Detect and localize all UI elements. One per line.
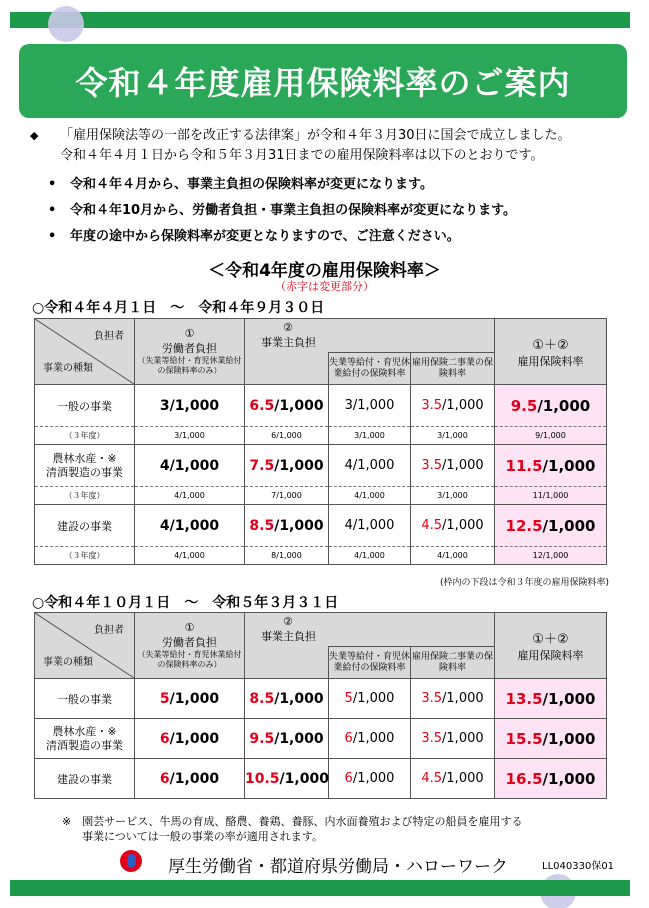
business-name: 農林水産・※ 清酒製造の事業 bbox=[35, 719, 135, 759]
intro-line: 令和４年４月１日から令和５年３月31日までの雇用保険料率は以下のとおりです。 bbox=[60, 148, 544, 163]
bullet-list bbox=[48, 172, 516, 250]
header-burden: 負担者 bbox=[94, 625, 124, 636]
bullet-icon: • bbox=[48, 203, 57, 218]
period-2-label: ○令和４年１０月１日 ～ 令和５年３月３１日 bbox=[32, 595, 339, 611]
decorative-circle bbox=[48, 6, 84, 42]
mhlw-logo-icon bbox=[120, 850, 142, 872]
table-footnote: (枠内の下段は令和３年度の雇用保険料率) bbox=[439, 578, 609, 588]
table-subrow: （３年度） 4/1,000 8/1,000 4/1,000 4/1,000 12/1,000 bbox=[35, 547, 607, 565]
bullet-item: • 令和４年４月から、事業主負担の保険料率が変更になります。 bbox=[48, 172, 516, 198]
business-name: 一般の事業 bbox=[35, 385, 135, 427]
table-subrow: （３年度） 4/1,000 7/1,000 4/1,000 3/1,000 11/1,000 bbox=[35, 487, 607, 505]
bullet-icon: • bbox=[48, 177, 57, 192]
header-worker: ① 労働者負担 （失業等給付・育児休業給付の保険料率のみ） bbox=[135, 319, 245, 385]
bullet-item: • 年度の途中から保険料率が変更となりますので、ご注意ください。 bbox=[48, 224, 516, 250]
title-banner bbox=[19, 44, 627, 118]
top-green-bar bbox=[10, 12, 630, 28]
header-two-projects: 雇用保険二事業の保険料率 bbox=[411, 647, 495, 679]
business-name: 建設の事業 bbox=[35, 505, 135, 547]
bottom-note: ※ 園芸サービス、牛馬の育成、酪農、養鶏、養豚、内水面養殖および特定の船員を雇用する 事業については一般の事業の率が適用されます。 bbox=[62, 815, 523, 843]
intro-line: 「雇用保険法等の一部を改正する法律案」が令和４年３月30日に国会で成立しました。 bbox=[60, 128, 571, 143]
organization-name: 厚生労働省・都道府県労働局・ハローワーク bbox=[168, 857, 508, 877]
header-unemployment: 失業等給付・育児休業給付の保険料率 bbox=[329, 353, 411, 385]
table-row: 一般の事業 5/1,000 8.5/1,000 5/1,000 3.5/1,000 13.5/1,000 bbox=[35, 679, 607, 719]
rate-table-period-2 bbox=[34, 612, 607, 799]
page-title: 令和４年度雇用保険料率のご案内 bbox=[75, 64, 571, 102]
header-total: ①＋② 雇用保険料率 bbox=[495, 613, 607, 679]
bullet-item: • 令和４年10月から、労働者負担・事業主負担の保険料率が変更になります。 bbox=[48, 198, 516, 224]
table-row: 農林水産・※ 清酒製造の事業 6/1,000 9.5/1,000 6/1,000 3.5/1,000 15.5/1,000 bbox=[35, 719, 607, 759]
business-name: 一般の事業 bbox=[35, 679, 135, 719]
header-business-type: 事業の種類 bbox=[43, 657, 93, 668]
header-business-type: 事業の種類 bbox=[43, 363, 93, 374]
header-two-projects: 雇用保険二事業の保険料率 bbox=[411, 353, 495, 385]
header-worker: ① 労働者負担 （失業等給付・育児休業給付の保険料率のみ） bbox=[135, 613, 245, 679]
header-employer: ② 事業主負担 bbox=[245, 613, 495, 647]
table-row: 建設の事業 4/1,000 8.5/1,000 4/1,000 4.5/1,000 12.5/1,000 bbox=[35, 505, 607, 547]
rate-table-period-1 bbox=[34, 318, 607, 565]
header-corner bbox=[35, 613, 135, 679]
header-total: ①＋② 雇用保険料率 bbox=[495, 319, 607, 385]
table-row: 建設の事業 6/1,000 10.5/1,000 6/1,000 4.5/1,000 16.5/1,000 bbox=[35, 759, 607, 799]
header-corner bbox=[35, 319, 135, 385]
bottom-green-bar bbox=[10, 880, 630, 896]
bullet-icon: • bbox=[48, 229, 57, 244]
table-row: 農林水産・※ 清酒製造の事業 4/1,000 7.5/1,000 4/1,000 3.5/1,000 11.5/1,000 bbox=[35, 445, 607, 487]
business-name: 建設の事業 bbox=[35, 759, 135, 799]
table-subrow: （３年度） 3/1,000 6/1,000 3/1,000 3/1,000 9/1,000 bbox=[35, 427, 607, 445]
period-1-label: ○令和４年４月１日 ～ 令和４年９月３０日 bbox=[32, 300, 325, 316]
table-row: 一般の事業 3/1,000 6.5/1,000 3/1,000 3.5/1,000 9.5/1,000 bbox=[35, 385, 607, 427]
business-name: 農林水産・※ 清酒製造の事業 bbox=[35, 445, 135, 487]
header-unemployment: 失業等給付・育児休業給付の保険料率 bbox=[329, 647, 411, 679]
table-title: ＜令和4年度の雇用保険料率＞ bbox=[208, 261, 441, 281]
header-burden: 負担者 bbox=[94, 331, 124, 342]
diamond-icon: ◆ bbox=[30, 129, 39, 142]
header-employer: ② 事業主負担 bbox=[245, 319, 495, 353]
document-code: LL040330保01 bbox=[542, 861, 615, 872]
table-note: （赤字は変更部分） bbox=[275, 280, 374, 293]
